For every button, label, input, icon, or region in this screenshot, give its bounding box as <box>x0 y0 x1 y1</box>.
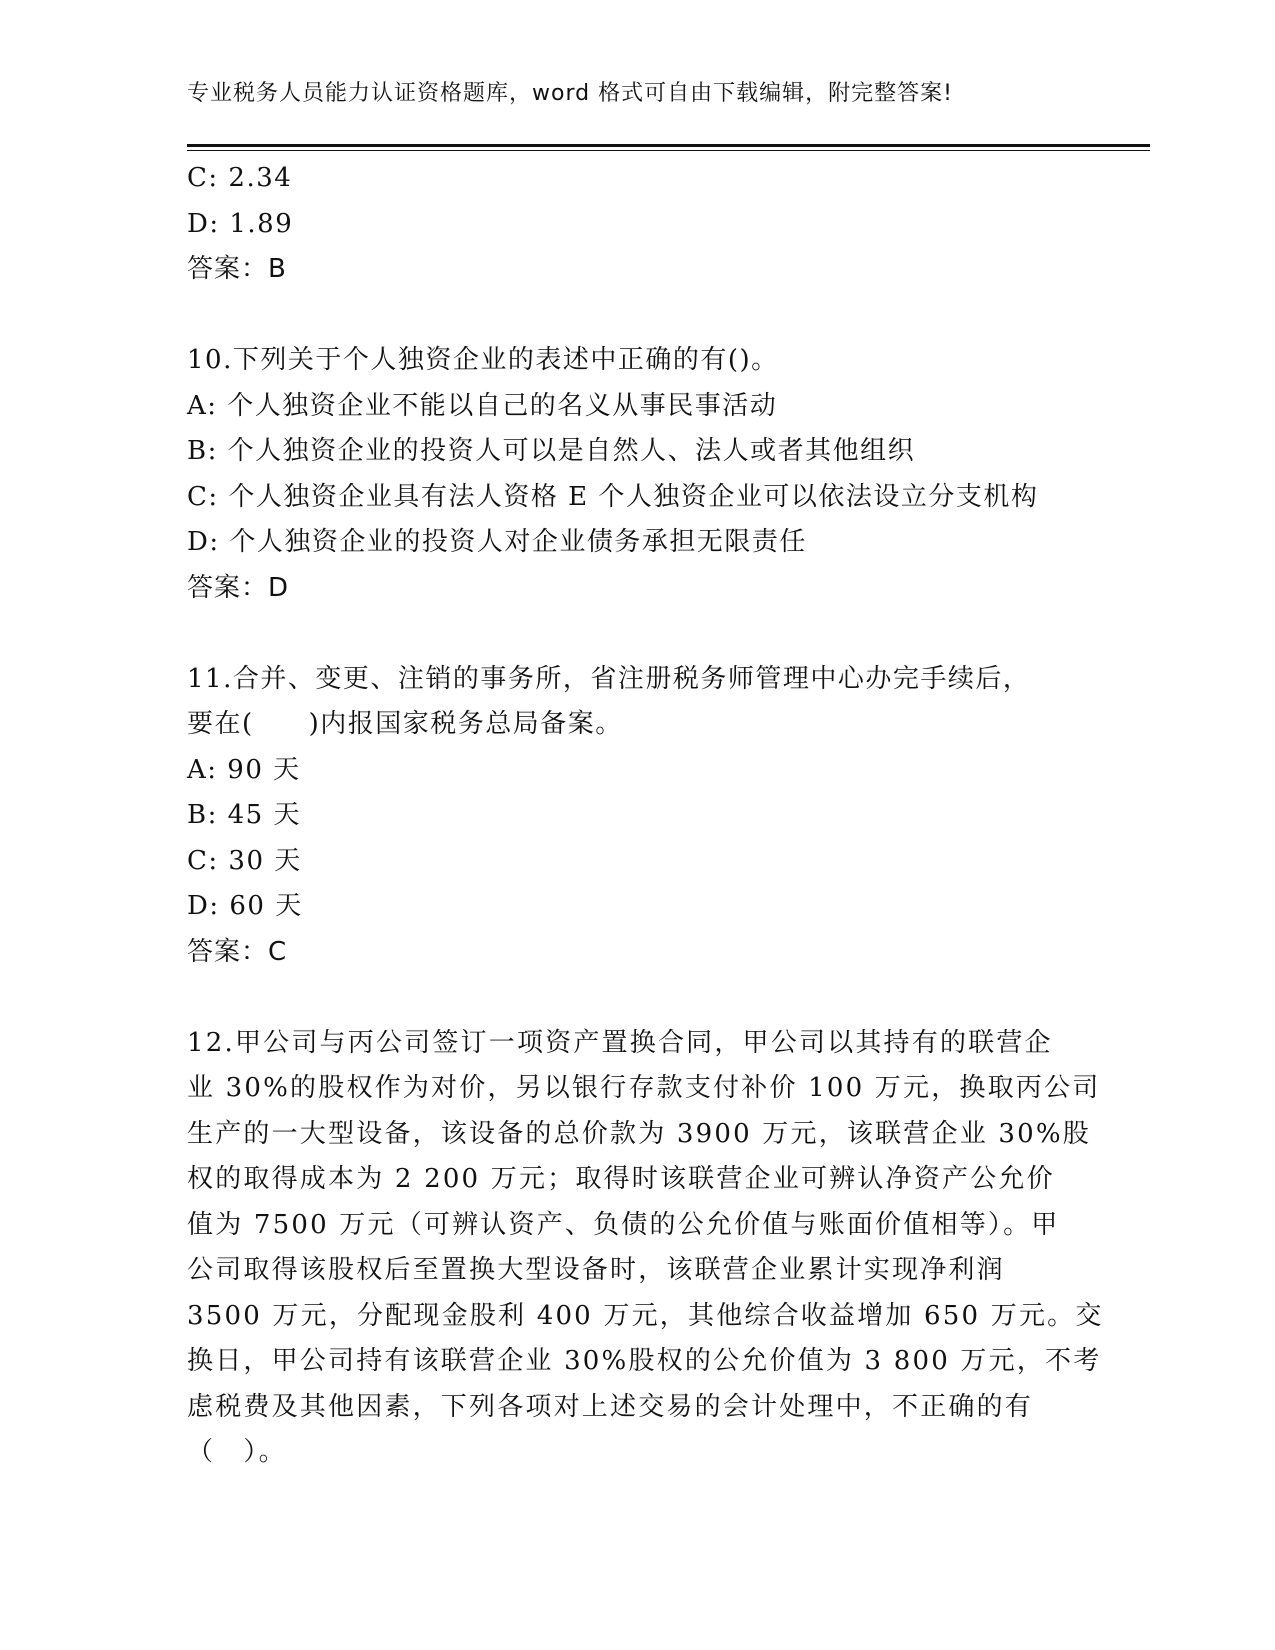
q11-option-d: D: 60 天 <box>187 891 303 921</box>
q10-option-b: B: 个人独资企业的投资人可以是自然人、法人或者其他组织 <box>187 436 916 466</box>
spacer <box>187 975 1087 1021</box>
q12-line: 虑税费及其他因素，下列各项对上述交易的会计处理中，不正确的有 <box>187 1391 1034 1422</box>
q12-line: 12.甲公司与丙公司签订一项资产置换合同，甲公司以其持有的联营企 <box>187 1027 1053 1058</box>
document-header: 专业税务人员能力认证资格题库，word 格式可自由下载编辑，附完整答案! <box>187 81 953 106</box>
q9-option-c: C: 2.34 <box>187 163 293 193</box>
q12-line: 值为 7500 万元（可辨认资产、负债的公允价值与账面价值相等）。甲 <box>187 1209 1060 1240</box>
q9-option-d: D: 1.89 <box>187 208 294 239</box>
q12-line: 生产的一大型设备，该设备的总价款为 3900 万元，该联营企业 30%股 <box>187 1118 1091 1149</box>
q10-option-c: C: 个人独资企业具有法人资格 E 个人独资企业可以依法设立分支机构 <box>187 481 1039 512</box>
q12-line: 公司取得该股权后至置换大型设备时，该联营企业累计实现净利润 <box>187 1255 1005 1285</box>
q11-answer: 答案：C <box>187 936 288 967</box>
q11-stem-line2: 要在( )内报国家税务总局备案。 <box>187 709 623 739</box>
q10-answer: 答案：D <box>187 572 290 603</box>
q12-block <box>187 1021 1104 1476</box>
q10-option-d: D: 个人独资企业的投资人对企业债务承担无限责任 <box>187 527 807 557</box>
q12-line: （ ）。 <box>187 1437 287 1467</box>
document-body <box>187 156 1104 1476</box>
q9-answer: 答案：B <box>187 254 287 284</box>
q12-line: 业 30%的股权作为对价，另以银行存款支付补价 100 万元，换取丙公司 <box>187 1073 1101 1103</box>
header-rule-thin <box>187 150 1150 151</box>
spacer <box>187 293 1087 339</box>
q12-line: 换日，甲公司持有该联营企业 30%股权的公允价值为 3 800 万元，不考 <box>187 1346 1102 1376</box>
header-rule-thick <box>187 144 1150 147</box>
q12-line: 3500 万元，分配现金股利 400 万元，其他综合收益增加 650 万元。交 <box>187 1300 1104 1331</box>
spacer <box>187 611 1087 657</box>
q11-stem-line1: 11.合并、变更、注销的事务所，省注册税务师管理中心办完手续后， <box>187 663 1031 694</box>
q10-option-a: A: 个人独资企业不能以自己的名义从事民事活动 <box>187 390 778 421</box>
q11-option-c: C: 30 天 <box>187 845 302 876</box>
q10-stem: 10.下列关于个人独资企业的表述中正确的有()。 <box>187 345 779 375</box>
q12-line: 权的取得成本为 2 200 万元；取得时该联营企业可辨认净资产公允价 <box>187 1164 1055 1194</box>
q11-option-b: B: 45 天 <box>187 800 301 830</box>
q11-option-a: A: 90 天 <box>187 754 301 785</box>
